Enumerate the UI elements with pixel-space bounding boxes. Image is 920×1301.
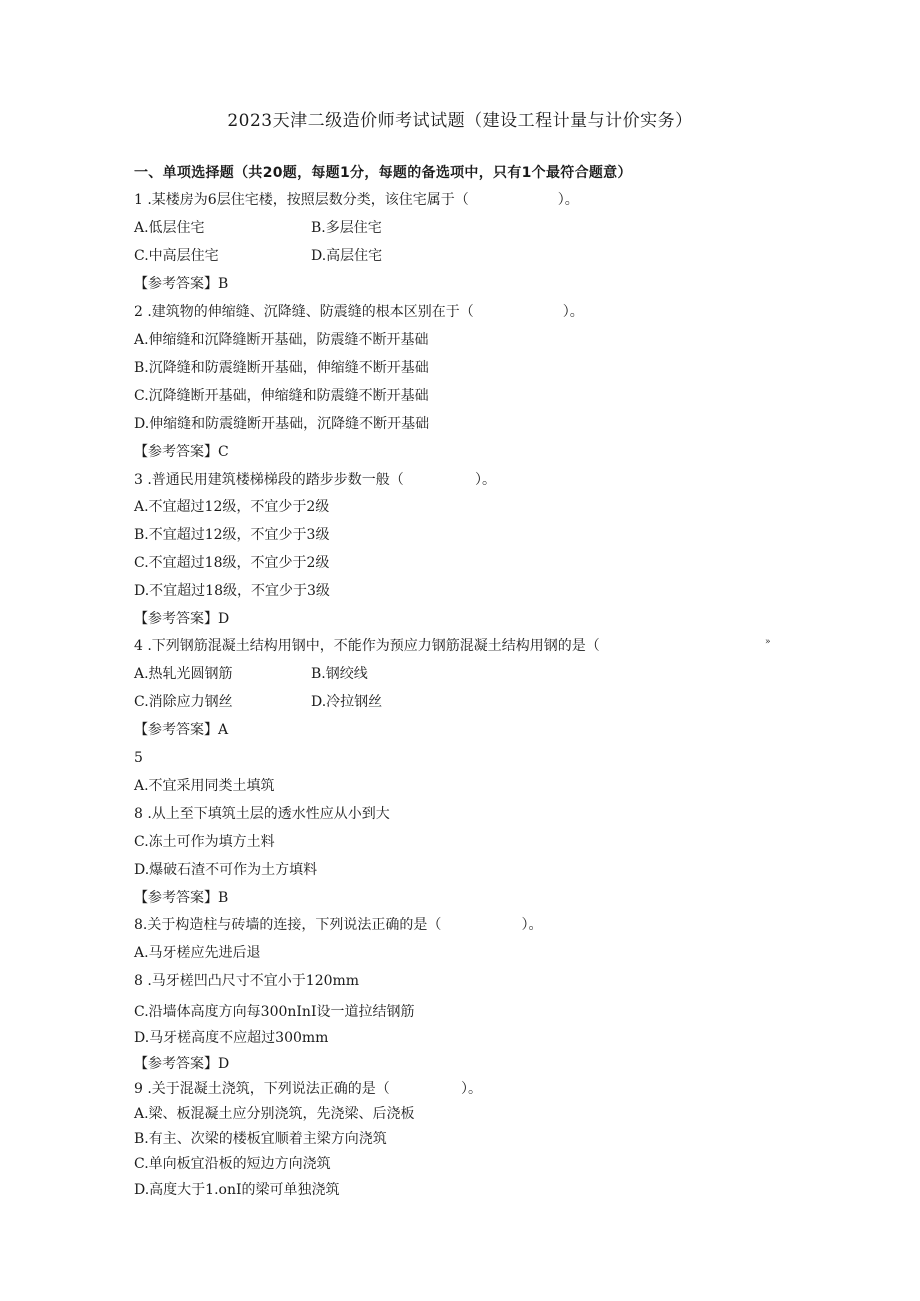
text-line	[134, 497, 329, 517]
text-line	[134, 1154, 331, 1174]
line-text: 5	[134, 750, 143, 766]
line-text: A.不宜超过12级，不宜少于2级	[134, 499, 330, 515]
text-line	[134, 553, 329, 573]
text-line	[134, 915, 542, 935]
text-line	[134, 776, 275, 796]
text-line	[134, 330, 429, 350]
line-text: 4 .下列钢筋混凝土结构用钢中，不能作为预应力钢筋混凝土结构用钢的是（	[134, 638, 600, 654]
line-text: C.沉降缝断开基础，伸缩缝和防震缝不断开基础	[134, 388, 429, 404]
stray-mark: »	[765, 637, 771, 647]
line-text: D.爆破石渣不可作为土方填料	[134, 862, 318, 878]
line-text: B.有主、次梁的楼板宜顺着主梁方向浇筑	[134, 1131, 387, 1147]
line-text: D.马牙槎高度不应超过300mm	[134, 1030, 329, 1046]
line-text-option-b: D.冷拉钢丝	[311, 694, 383, 710]
line-text: 【参考答案】A	[134, 722, 229, 738]
text-line	[134, 246, 383, 266]
line-text: A.低层住宅	[134, 220, 205, 236]
line-text: A.马牙槎应先进后退	[134, 945, 261, 961]
document-title: 2023天津二级造价师考试试题（建设工程计量与计价实务）	[227, 111, 693, 131]
line-text-option-b: B.钢绞线	[311, 666, 368, 682]
text-line	[134, 692, 383, 712]
line-text: 1 .某楼房为6层住宅楼，按照层数分类，该住宅属于（ ）。	[134, 192, 579, 208]
line-text: C.消除应力钢丝	[134, 694, 233, 710]
text-line	[134, 581, 330, 601]
line-text: 3 .普通民用建筑楼梯梯段的踏步步数一般（ ）。	[134, 472, 497, 488]
line-text: D.伸缩缝和防震缝断开基础，沉降缝不断开基础	[134, 416, 430, 432]
line-text: C.不宜超过18级，不宜少于2级	[134, 555, 330, 571]
line-text: 8 .从上至下填筑土层的透水性应从小到大	[134, 806, 390, 822]
text-line	[134, 470, 496, 490]
line-text: 【参考答案】B	[134, 276, 229, 292]
line-text-option-b: D.高层住宅	[311, 248, 383, 264]
text-line	[134, 302, 584, 322]
text-line	[134, 190, 579, 210]
text-line	[134, 609, 229, 629]
line-text: 2 .建筑物的伸缩缝、沉降缝、防震缝的根本区别在于（ ）。	[134, 304, 584, 320]
line-text: B.不宜超过12级，不宜少于3级	[134, 527, 330, 543]
line-text: 9 .关于混凝土浇筑，下列说法正确的是（ ）。	[134, 1081, 483, 1097]
line-text-option-b: B.多层住宅	[311, 220, 382, 236]
text-line	[134, 1180, 340, 1200]
text-line	[134, 1129, 387, 1149]
line-text: 【参考答案】C	[134, 444, 229, 460]
line-text: A.不宜采用同类土填筑	[134, 778, 275, 794]
text-line	[134, 386, 429, 406]
line-text: C.单向板宜沿板的短边方向浇筑	[134, 1156, 331, 1172]
text-line	[134, 636, 600, 656]
text-line	[134, 943, 261, 963]
line-text: D.高度大于1.onI的梁可单独浇筑	[134, 1182, 340, 1198]
text-line	[134, 832, 275, 852]
line-text: C.冻土可作为填方土料	[134, 834, 275, 850]
text-line	[134, 1002, 414, 1022]
text-line	[134, 1104, 415, 1124]
line-text: C.沿墙体高度方向每300nInI设一道拉结钢筋	[134, 1004, 415, 1020]
text-line	[134, 442, 229, 462]
text-line	[134, 720, 228, 740]
line-text: 【参考答案】D	[134, 1056, 230, 1072]
line-text: 【参考答案】B	[134, 890, 229, 906]
text-line	[134, 888, 228, 908]
text-line	[134, 804, 390, 824]
line-text: D.不宜超过18级，不宜少于3级	[134, 583, 330, 599]
line-text: 8 .马牙槎凹凸尺寸不宜小于120mm	[134, 973, 360, 989]
section-heading: 一、单项选择题（共20题，每题1分，每题的备选项中，只有1个最符合题意）	[134, 165, 632, 181]
text-line	[134, 358, 429, 378]
text-line	[134, 1054, 229, 1074]
line-text: A.热轧光圆钢筋	[134, 666, 233, 682]
text-line	[134, 860, 317, 880]
text-line	[134, 971, 359, 991]
line-text: 【参考答案】D	[134, 611, 230, 627]
text-line	[134, 1028, 328, 1048]
line-text: C.中高层住宅	[134, 248, 219, 264]
text-line	[134, 274, 228, 294]
line-text: A.梁、板混凝土应分别浇筑，先浇梁、后浇板	[134, 1106, 415, 1122]
text-line	[134, 1079, 482, 1099]
line-text: B.沉降缝和防震缝断开基础，伸缩缝不断开基础	[134, 360, 429, 376]
text-line	[134, 664, 368, 684]
line-text: 8.关于构造柱与砖墙的连接，下列说法正确的是（ ）。	[134, 917, 543, 933]
text-line	[134, 748, 143, 768]
line-text: A.伸缩缝和沉降缝断开基础，防震缝不断开基础	[134, 332, 429, 348]
text-line	[134, 414, 429, 434]
text-line	[134, 525, 329, 545]
text-line	[134, 218, 382, 238]
